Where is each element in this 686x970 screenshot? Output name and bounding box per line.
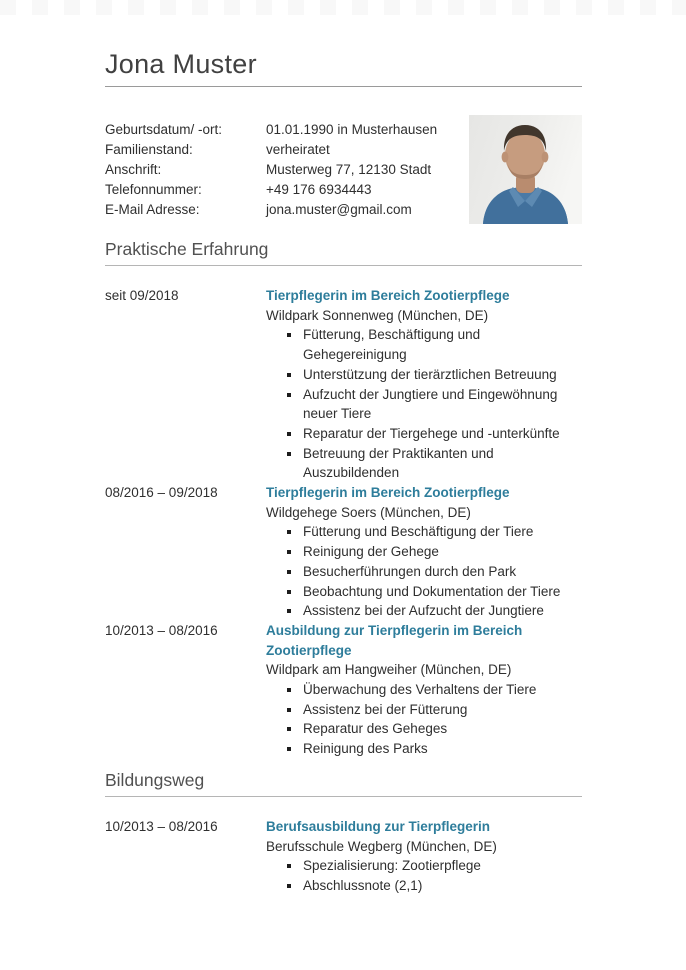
section-heading: Praktische Erfahrung bbox=[105, 237, 582, 266]
info-value: Musterweg 77, 12130 Stadt bbox=[266, 162, 432, 177]
entry-body bbox=[266, 621, 582, 759]
bullet-item: Beobachtung und Dokumentation der Tiere bbox=[266, 582, 582, 602]
entry-bullet-list bbox=[266, 856, 582, 895]
education-entries bbox=[105, 817, 582, 896]
bullet-item: Betreuung der Praktikanten und Auszubildenden bbox=[266, 444, 582, 483]
bullet-item: Reinigung des Parks bbox=[266, 739, 582, 759]
bullet-item: Reparatur der Tiergehege und -unterkünfte bbox=[266, 424, 582, 444]
info-label: E-Mail Adresse: bbox=[105, 202, 200, 217]
section-praktische-erfahrung bbox=[105, 237, 582, 759]
profile-photo bbox=[469, 115, 582, 224]
entry-organization: Wildpark Sonnenweg (München, DE) bbox=[266, 307, 489, 323]
section-heading: Bildungsweg bbox=[105, 768, 582, 797]
bullet-item: Reparatur des Geheges bbox=[266, 719, 582, 739]
entry-body bbox=[266, 286, 582, 483]
entry-bullet-list bbox=[266, 522, 582, 621]
entry-organization: Wildgehege Soers (München, DE) bbox=[266, 504, 471, 520]
bullet-item: Besucherführungen durch den Park bbox=[266, 562, 582, 582]
entry-bullet-list bbox=[266, 325, 582, 483]
entry-date: seit 09/2018 bbox=[105, 288, 179, 303]
entry-date: 10/2013 – 08/2016 bbox=[105, 622, 218, 638]
page-title: Jona Muster bbox=[105, 48, 582, 87]
entry-bullet-list bbox=[266, 680, 582, 759]
entry-organization: Berufsschule Wegberg (München, DE) bbox=[266, 838, 497, 854]
info-value: +49 176 6934443 bbox=[266, 182, 372, 197]
entry-role: Tierpflegerin im Bereich Zootierpflege bbox=[266, 288, 510, 303]
entry-role: Ausbildung zur Tierpflegerin im Bereich Zootierpflege bbox=[266, 622, 523, 658]
entry-date: 10/2013 – 08/2016 bbox=[105, 818, 218, 834]
entry-role: Tierpflegerin im Bereich Zootierpflege bbox=[266, 485, 510, 501]
bullet-item: Assistenz bei der Fütterung bbox=[266, 700, 582, 720]
experience-entry bbox=[105, 483, 582, 621]
bullet-item: Überwachung des Verhaltens der Tiere bbox=[266, 680, 582, 700]
info-value: verheiratet bbox=[266, 142, 330, 157]
entry-body bbox=[266, 817, 582, 896]
info-label: Anschrift: bbox=[105, 162, 162, 177]
entry-role: Berufsausbildung zur Tierpflegerin bbox=[266, 818, 491, 834]
education-entry bbox=[105, 817, 582, 896]
experience-entry bbox=[105, 286, 582, 483]
bullet-item: Assistenz bei der Aufzucht der Jungtiere bbox=[266, 601, 582, 621]
info-value: jona.muster@gmail.com bbox=[266, 202, 412, 217]
info-label: Telefonnummer: bbox=[105, 182, 202, 197]
experience-entries bbox=[105, 286, 582, 759]
section-bildungsweg bbox=[105, 768, 582, 896]
bullet-item: Fütterung und Beschäftigung der Tiere bbox=[266, 522, 582, 542]
portrait-illustration bbox=[469, 115, 582, 224]
experience-entry bbox=[105, 621, 582, 759]
info-label: Geburtsdatum/ -ort: bbox=[105, 122, 223, 137]
bullet-item: Fütterung, Beschäftigung und Gehegereinigung bbox=[266, 325, 582, 364]
entry-body bbox=[266, 483, 582, 621]
bullet-item: Aufzucht der Jungtiere und Eingewöhnung neuer Tiere bbox=[266, 385, 582, 424]
bullet-item: Unterstützung der tierärztlichen Betreuung bbox=[266, 365, 582, 385]
bullet-item: Spezialisierung: Zootierpflege bbox=[266, 856, 582, 876]
bullet-item: Abschlussnote (2,1) bbox=[266, 876, 582, 896]
entry-organization: Wildpark am Hangweiher (München, DE) bbox=[266, 662, 512, 678]
entry-date: 08/2016 – 09/2018 bbox=[105, 485, 218, 501]
info-label: Familienstand: bbox=[105, 142, 193, 157]
info-value: 01.01.1990 in Musterhausen bbox=[266, 122, 438, 137]
bullet-item: Reinigung der Gehege bbox=[266, 542, 582, 562]
